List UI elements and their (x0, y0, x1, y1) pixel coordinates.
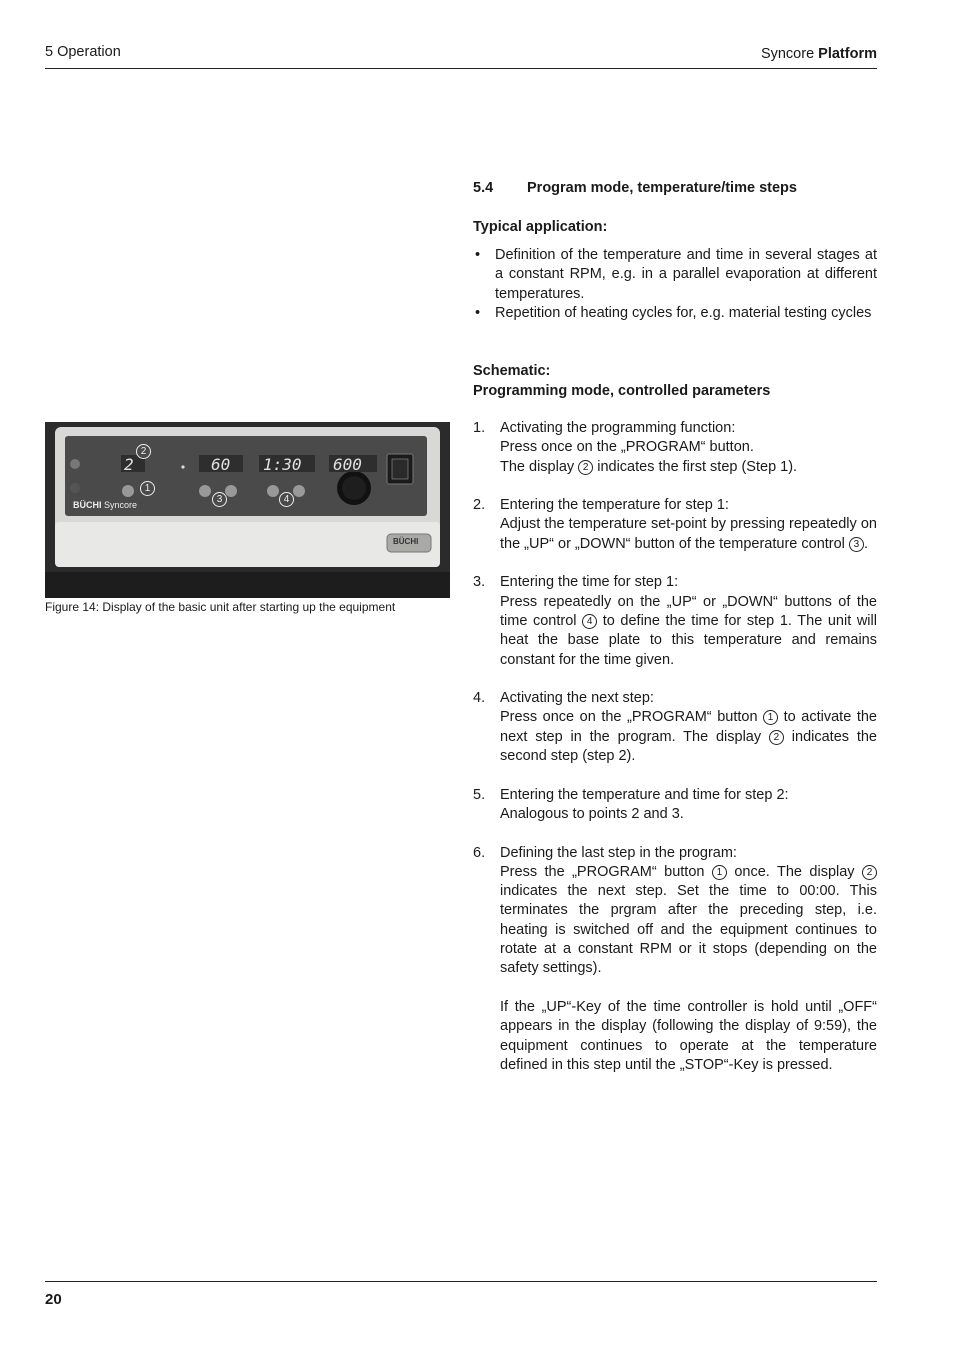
schematic-line2: Programming mode, controlled parameters (473, 383, 771, 399)
steps-list (473, 419, 877, 1094)
step-item (473, 419, 877, 477)
step-number: 3. (473, 574, 486, 591)
step-number: 4. (473, 690, 486, 707)
step-text: once. The display (726, 863, 862, 880)
step-text: . (863, 535, 868, 552)
step-text: Press once on the „PROGRAM“ button. (500, 439, 754, 456)
callout-marker: 4 (582, 614, 597, 629)
step-item (473, 496, 877, 554)
step-title: Entering the temperature for step 1: (500, 497, 729, 514)
callout-marker: 1 (712, 865, 727, 880)
step-text: to activate the next step in the program. The display (500, 709, 877, 745)
step-text: Adjust the temperature set-point by pressing repeatedly on the „UP“ or „DOWN“ button of the temperature control (500, 516, 877, 552)
callout-marker: 3 (849, 537, 864, 552)
header-product-bold: Platform (818, 46, 877, 62)
step-number: 2. (473, 497, 486, 514)
step-number: 6. (473, 844, 486, 861)
footer-rule (45, 1281, 877, 1282)
brand-name: BÜCHI (73, 500, 102, 510)
step-note: If the „UP“-Key of the time controller is hold until „OFF“ appears in the display (following the display of 9:59), the equipment continues to operate at the temperature defined in this step until the „STOP“-Key is pressed. (500, 998, 877, 1073)
callout-marker: 2 (578, 460, 593, 475)
header-product-regular: Syncore (760, 46, 815, 62)
header-section: 5 Operation (45, 44, 121, 60)
display-temperature: 60 (211, 455, 231, 474)
header-product (761, 46, 877, 62)
callout-marker: 4 (279, 492, 294, 507)
schematic-line1: Schematic: (473, 363, 551, 379)
device-panel-drawing (45, 422, 450, 598)
callout-marker: 2 (136, 444, 151, 459)
section-title: Program mode, temperature/time steps (527, 180, 797, 196)
typical-title: Typical application: (473, 219, 608, 235)
step-text: indicates the next step. Set the time to 00:00. This terminates the prgram after the preceding step, i.e. heating is switched off and the equipment continues to rotate at a constant RPM or it stops (depending on the safety settings). (500, 883, 877, 977)
step-text: Press repeatedly on the „UP“ or „DOWN“ buttons of the time control (500, 593, 877, 629)
header-rule (45, 68, 877, 69)
display-step-digit: 2 (124, 455, 134, 474)
step-text: The display (500, 458, 579, 475)
bullet-item: • Definition of the temperature and time in several stages at a constant RPM, e.g. in a parallel evaporation at different temperatures. (473, 246, 877, 304)
step-title: Activating the next step: (500, 690, 654, 707)
step-item (473, 689, 877, 766)
callout-marker: 1 (763, 710, 778, 725)
display-time: 1:30 (263, 455, 302, 474)
section-number: 5.4 (473, 180, 494, 196)
display-rpm: 600 (333, 455, 362, 474)
bullet-item: • Repetition of heating cycles for, e.g. material testing cycles (473, 304, 877, 323)
page-number: 20 (45, 1291, 62, 1308)
step-number: 5. (473, 786, 486, 803)
step-text: Press once on the „PROGRAM“ button (500, 709, 764, 726)
figure-caption: Figure 14: Display of the basic unit after starting up the equipment (45, 600, 396, 614)
step-title: Activating the programming function: (500, 420, 736, 436)
step-text: indicates the first step (Step 1). (593, 458, 798, 475)
callout-marker: 2 (862, 865, 877, 880)
brand-badge: BÜCHI (393, 537, 419, 546)
step-item (473, 844, 877, 1076)
step-item (473, 573, 877, 669)
step-item (473, 786, 877, 825)
schematic-heading (473, 361, 770, 401)
callout-marker: 2 (769, 730, 784, 745)
model-name: Syncore (104, 500, 138, 510)
device-photo (45, 422, 450, 598)
step-title: Defining the last step in the program: (500, 844, 737, 861)
callout-marker: 3 (212, 492, 227, 507)
step-text: to define the time for step 1. The unit will heat the base plate to this temperature and remains constant for the time given. (500, 612, 877, 668)
brand-logo (73, 500, 137, 510)
step-text: Analogous to points 2 and 3. (500, 805, 684, 822)
section-heading (473, 180, 797, 196)
step-text: indicates the second step (step 2). (500, 728, 877, 765)
step-text: Press the „PROGRAM“ button (500, 863, 712, 880)
step-number: 1. (473, 420, 486, 436)
step-title: Entering the temperature and time for step 2: (500, 786, 789, 803)
step-title: Entering the time for step 1: (500, 574, 679, 591)
callout-marker: 1 (140, 481, 155, 496)
typical-bullets (473, 246, 877, 323)
